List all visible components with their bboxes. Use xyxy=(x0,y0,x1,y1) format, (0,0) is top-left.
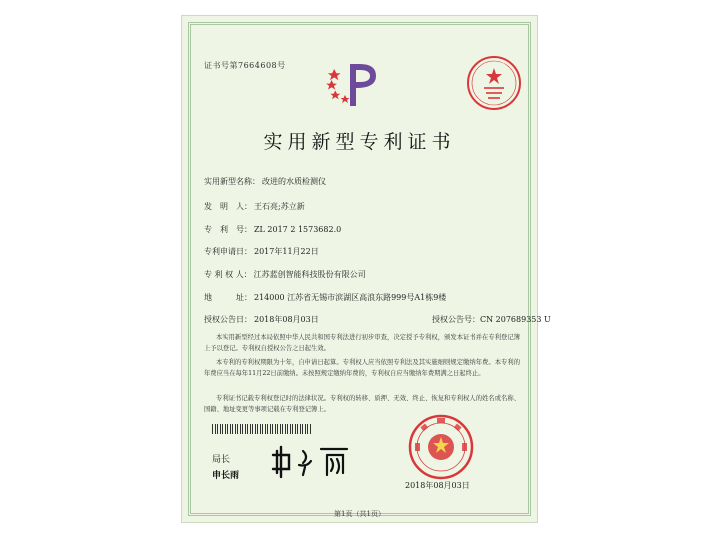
field-value: 王石亮;苏立新 xyxy=(254,202,305,211)
field-label: 专 利 权 人： xyxy=(204,270,252,279)
field-label: 实用新型名称： xyxy=(204,177,260,186)
field-application-date xyxy=(204,246,319,257)
signature-icon xyxy=(269,441,369,481)
certificate-number: 证书号第7664608号 xyxy=(204,61,286,70)
field-value: CN 207689353 U xyxy=(480,315,551,324)
director-name: 申长雨 xyxy=(212,471,240,481)
statement-paragraph: 本实用新型经过本局依照中华人民共和国专利法进行初步审查，决定授予专利权，颁发本证书并在专利登记簿上予以登记。专利权自授权公告之日起生效。 xyxy=(204,334,520,352)
field-value: 2017年11月22日 xyxy=(254,247,319,256)
field-address xyxy=(204,292,446,303)
official-seal-icon xyxy=(465,54,523,112)
field-label: 地 址： xyxy=(204,293,252,302)
statement-paragraph: 本专利的专利权期限为十年，自申请日起算。专利权人应当依照专利法及其实施细则规定缴纳年费。本专利的年费应当在每年11月22日前缴纳。未按照规定缴纳年费的，专利权自应当缴纳年费期满之日起终止。 xyxy=(204,359,520,377)
field-value: ZL 2017 2 1573682.0 xyxy=(254,225,342,234)
patent-certificate xyxy=(181,15,551,523)
field-label: 专利申请日： xyxy=(204,247,252,256)
intellectual-property-office-seal-icon xyxy=(407,413,475,481)
field-label: 发 明 人： xyxy=(204,202,252,211)
field-label: 授权公告日： xyxy=(204,315,252,324)
field-value: 214000 江苏省无锡市滨湖区高浪东路999号A1栋9楼 xyxy=(254,293,447,302)
field-patent-number xyxy=(204,224,341,235)
field-value: 改进的水质检测仪 xyxy=(262,177,326,186)
seal-date: 2018年08月03日 xyxy=(405,481,470,490)
page-number: 第1页（共1页） xyxy=(334,510,385,518)
sipo-logo-icon xyxy=(326,58,382,110)
field-value: 江苏蓝创智能科技股份有限公司 xyxy=(253,270,366,279)
field-label: 授权公告号： xyxy=(432,315,480,324)
field-utility-model-name xyxy=(204,176,326,187)
barcode xyxy=(212,424,312,434)
director-title: 局长 xyxy=(212,455,231,465)
field-inventors xyxy=(204,201,305,212)
field-grant-date xyxy=(204,314,319,325)
field-label: 专 利 号： xyxy=(204,225,252,234)
certificate-title: 实用新型专利证书 xyxy=(263,131,456,153)
field-grant-publication-number xyxy=(432,314,551,325)
field-value: 2018年08月03日 xyxy=(254,315,319,324)
statement-paragraph: 专利证书记载专利权登记时的法律状况。专利权的转移、质押、无效、终止、恢复和专利权人的姓名或名称、国籍、地址变更等事项记载在专利登记簿上。 xyxy=(204,395,520,413)
field-patentee xyxy=(204,269,366,280)
